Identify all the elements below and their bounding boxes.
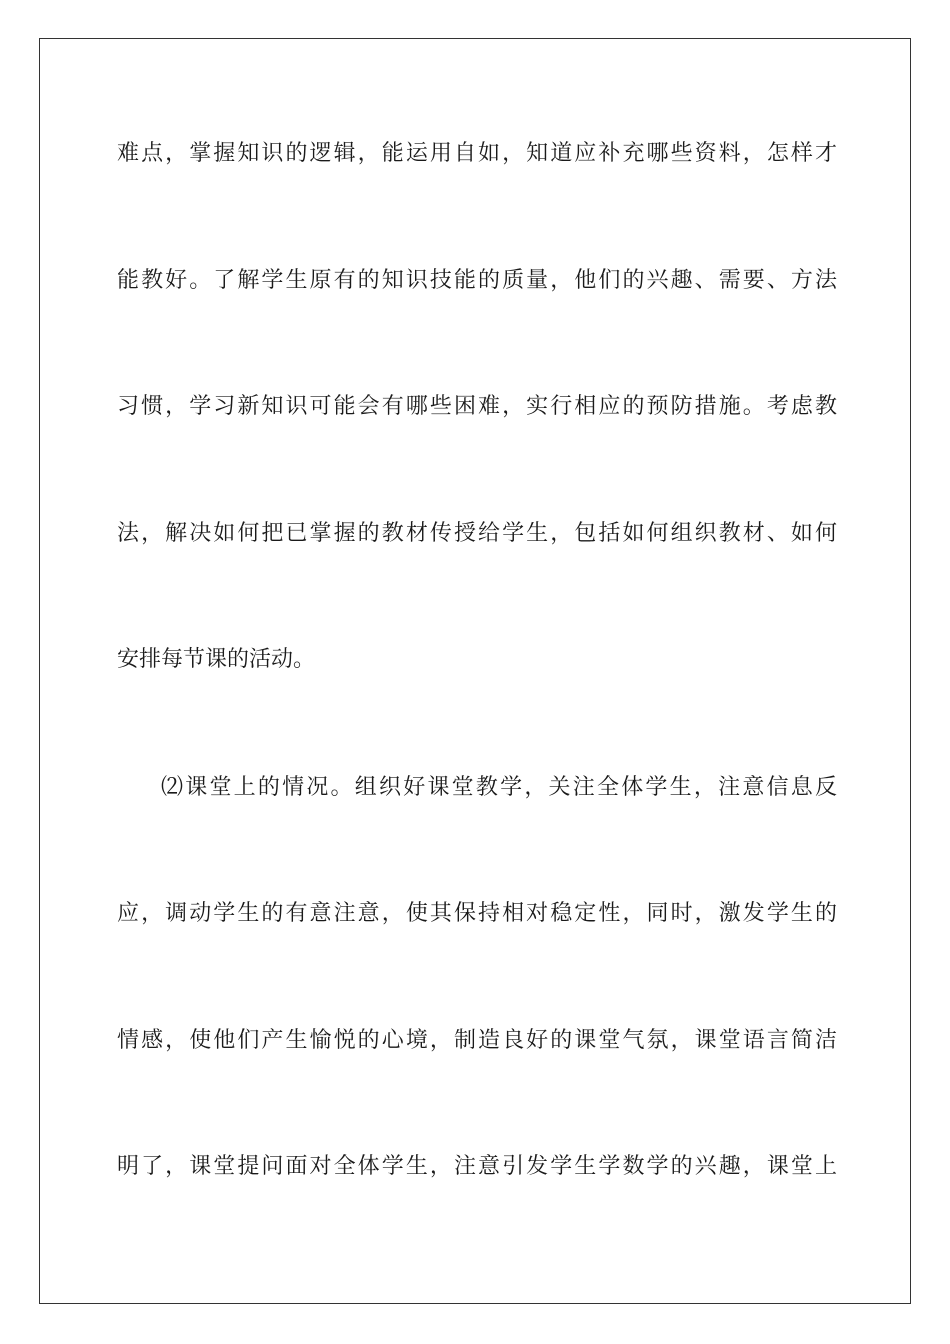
text-line: 难点，掌握知识的逻辑，能运用自如，知道应补充哪些资料，怎样才 [117, 141, 837, 166]
document-page [39, 38, 911, 1304]
text-line: 情感，使他们产生愉悦的心境，制造良好的课堂气氛，课堂语言简洁 [117, 1028, 837, 1053]
paragraph-start-line: ⑵课堂上的情况。组织好课堂教学，关注全体学生，注意信息反 [161, 775, 837, 800]
text-line: 法，解决如何把已掌握的教材传授给学生，包括如何组织教材、如何 [117, 521, 837, 546]
text-line: 明了，课堂提问面对全体学生，注意引发学生学数学的兴趣，课堂上 [117, 1154, 837, 1179]
text-line: 应，调动学生的有意注意，使其保持相对稳定性，同时，激发学生的 [117, 901, 837, 926]
text-line: 能教好。了解学生原有的知识技能的质量，他们的兴趣、需要、方法 [117, 268, 837, 293]
text-line: 安排每节课的活动。 [117, 647, 316, 672]
text-line: 习惯，学习新知识可能会有哪些困难，实行相应的预防措施。考虑教 [117, 394, 837, 419]
